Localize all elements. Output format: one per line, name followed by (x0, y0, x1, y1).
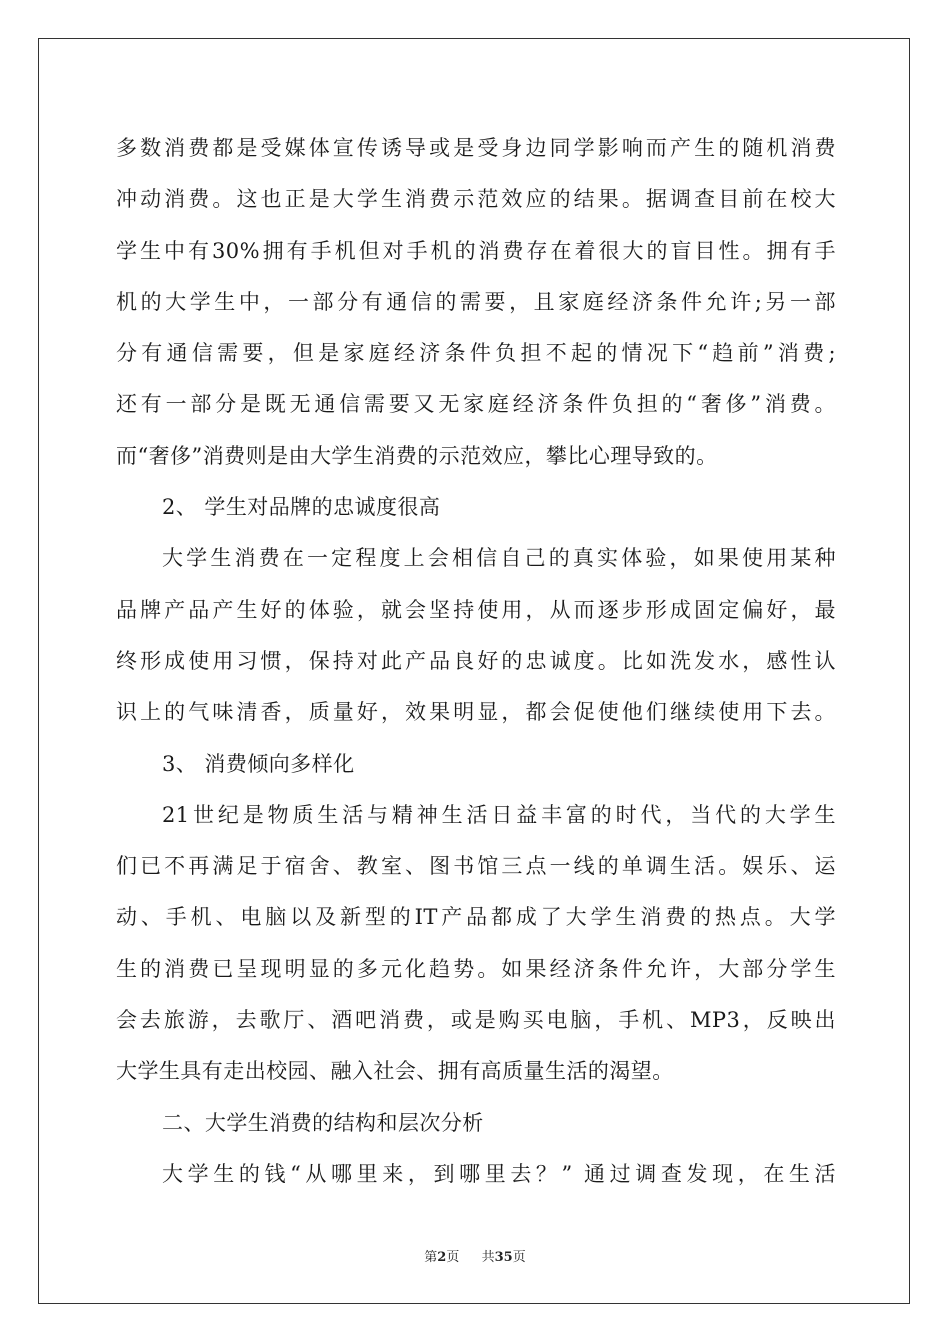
section-heading: 3、 消费倾向多样化 (162, 751, 355, 776)
text-line: 分有通信需要，但是家庭经济条件负担不起的情况下“趋前”消费; (116, 341, 836, 366)
page-number: 2 (437, 1250, 447, 1265)
text-line: 冲动消费。这也正是大学生消费示范效应的结果。据调查目前在校大 (116, 187, 836, 212)
text-line: 大学生消费在一定程度上会相信自己的真实体验，如果使用某种 (162, 546, 836, 571)
document-body (116, 128, 836, 1205)
text-line: 动、手机、电脑以及新型的IT产品都成了大学生消费的热点。大学 (116, 905, 836, 930)
text-line: 生的消费已呈现明显的多元化趋势。如果经济条件允许，大部分学生 (116, 956, 836, 981)
text-line: 终形成使用习惯，保持对此产品良好的忠诚度。比如洗发水，感性认 (116, 648, 836, 673)
text-line: 机的大学生中，一部分有通信的需要，且家庭经济条件允许;另一部 (116, 289, 836, 314)
page-prefix: 第 (424, 1250, 438, 1265)
text-line: 大学生具有走出校园、融入社会、拥有高质量生活的渴望。 (116, 1059, 674, 1084)
total-suffix: 页 (512, 1250, 526, 1265)
text-line: 学生中有30%拥有手机但对手机的消费存在着很大的盲目性。拥有手 (116, 238, 836, 263)
text-line: 会去旅游，去歌厅、酒吧消费，或是购买电脑，手机、MP3，反映出 (116, 1008, 836, 1033)
text-line: 们已不再满足于宿舍、教室、图书馆三点一线的单调生活。娱乐、运 (116, 854, 836, 879)
total-prefix: 共 (481, 1250, 495, 1265)
text-line: 多数消费都是受媒体宣传诱导或是受身边同学影响而产生的随机消费 (116, 136, 836, 160)
page-footer (0, 1246, 950, 1265)
section-heading: 2、 学生对品牌的忠诚度很高 (162, 495, 441, 520)
total-pages: 35 (494, 1250, 513, 1265)
section-heading: 二、大学生消费的结构和层次分析 (162, 1110, 484, 1135)
text-line: 21世纪是物质生活与精神生活日益丰富的时代，当代的大学生 (162, 802, 836, 827)
text-line: 识上的气味清香，质量好，效果明显，都会促使他们继续使用下去。 (116, 700, 836, 725)
text-line: 而“奢侈”消费则是由大学生消费的示范效应，攀比心理导致的。 (116, 443, 718, 468)
text-line: 还有一部分是既无通信需要又无家庭经济条件负担的“奢侈”消费。 (116, 392, 836, 417)
text-line: 大学生的钱“从哪里来，到哪里去？” 通过调查发现，在生活 (162, 1161, 836, 1186)
text-line: 品牌产品产生好的体验，就会坚持使用，从而逐步形成固定偏好，最 (116, 597, 836, 622)
page-suffix: 页 (446, 1250, 460, 1265)
